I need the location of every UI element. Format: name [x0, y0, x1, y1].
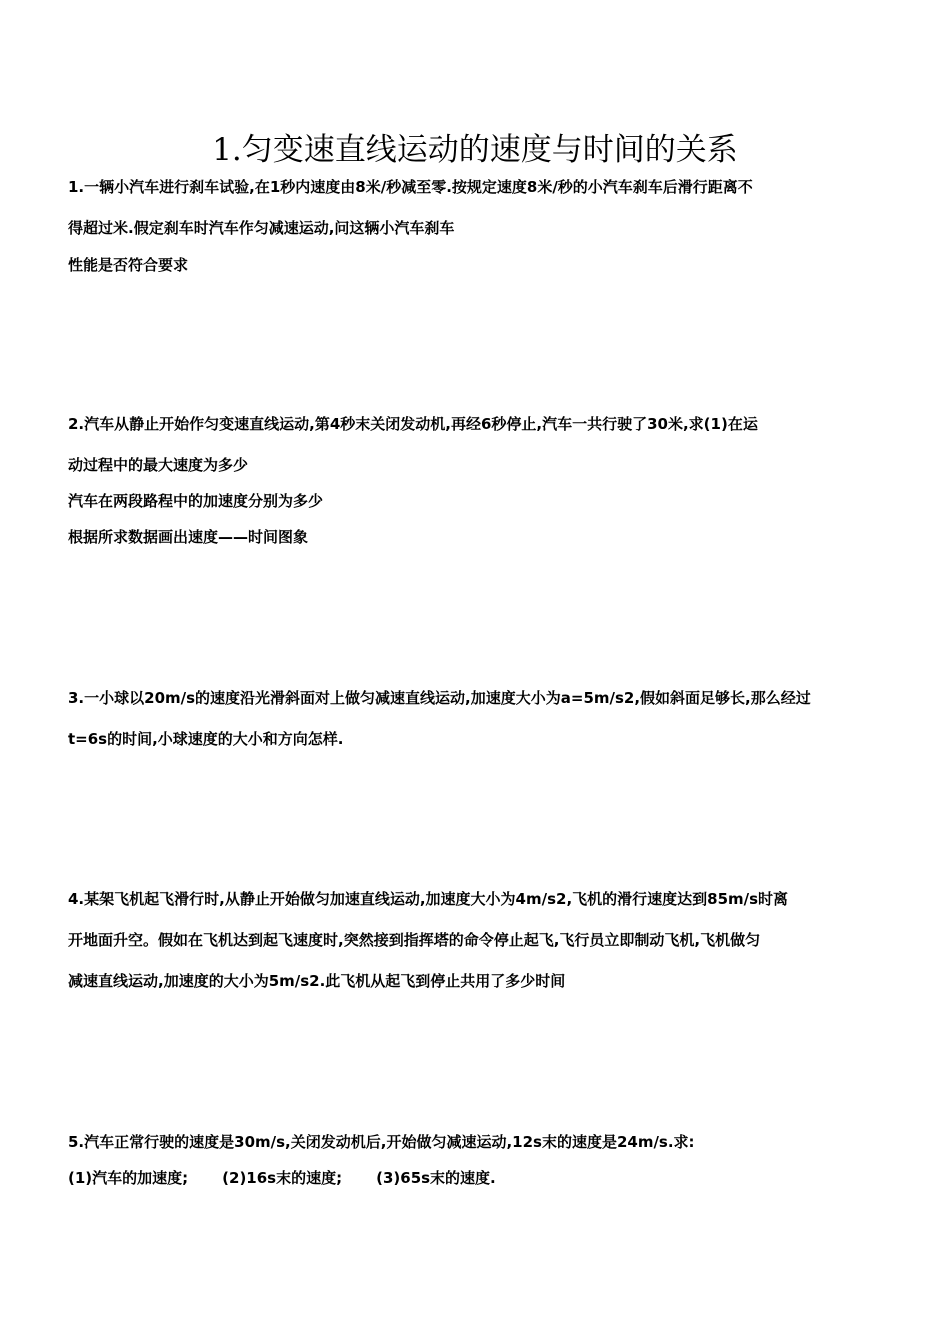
problem-5-part-1: (1)汽车的加速度;	[68, 1169, 189, 1187]
problem-4-line-2: 开地面升空。假如在飞机达到起飞速度时,突然接到指挥塔的命令停止起飞,飞行员立即制动飞机,飞机做匀	[68, 931, 761, 949]
problem-5-part-3: (3)65s末的速度.	[376, 1169, 496, 1187]
problem-2-line-2: 动过程中的最大速度为多少	[68, 456, 249, 474]
problem-5-part-2: (2)16s末的速度;	[222, 1169, 343, 1187]
page-title: 1.匀变速直线运动的速度与时间的关系	[212, 132, 738, 168]
problem-2-line-4: 根据所求数据画出速度——时间图象	[68, 528, 309, 546]
problem-3-line-1: 3.一小球以20m/s的速度沿光滑斜面对上做匀减速直线运动,加速度大小为a=5m/s2,假如斜面足够长,那么经过	[68, 689, 811, 707]
problem-3-line-2: t=6s的时间,小球速度的大小和方向怎样.	[68, 730, 344, 748]
problem-1-line-1: 1.一辆小汽车进行刹车试验,在1秒内速度由8米/秒减至零.按规定速度8米/秒的小汽车刹车后滑行距离不	[68, 178, 753, 196]
problem-1-line-2: 得超过米.假定刹车时汽车作匀减速运动,问这辆小汽车刹车	[68, 219, 455, 237]
problem-2-line-3: 汽车在两段路程中的加速度分别为多少	[68, 492, 324, 510]
problem-4-line-1: 4.某架飞机起飞滑行时,从静止开始做匀加速直线运动,加速度大小为4m/s2,飞机的滑行速度达到85m/s时离	[68, 890, 789, 908]
problem-2-line-1: 2.汽车从静止开始作匀变速直线运动,第4秒末关闭发动机,再经6秒停止,汽车一共行驶了30米,求(1)在运	[68, 415, 758, 433]
problem-5-line-1: 5.汽车正常行驶的速度是30m/s,关闭发动机后,开始做匀减速运动,12s末的速度是24m/s.求:	[68, 1133, 695, 1151]
problem-4-line-3: 减速直线运动,加速度的大小为5m/s2.此飞机从起飞到停止共用了多少时间	[68, 972, 566, 990]
problem-1-line-3: 性能是否符合要求	[68, 256, 189, 274]
problem-5-parts	[68, 1167, 496, 1189]
